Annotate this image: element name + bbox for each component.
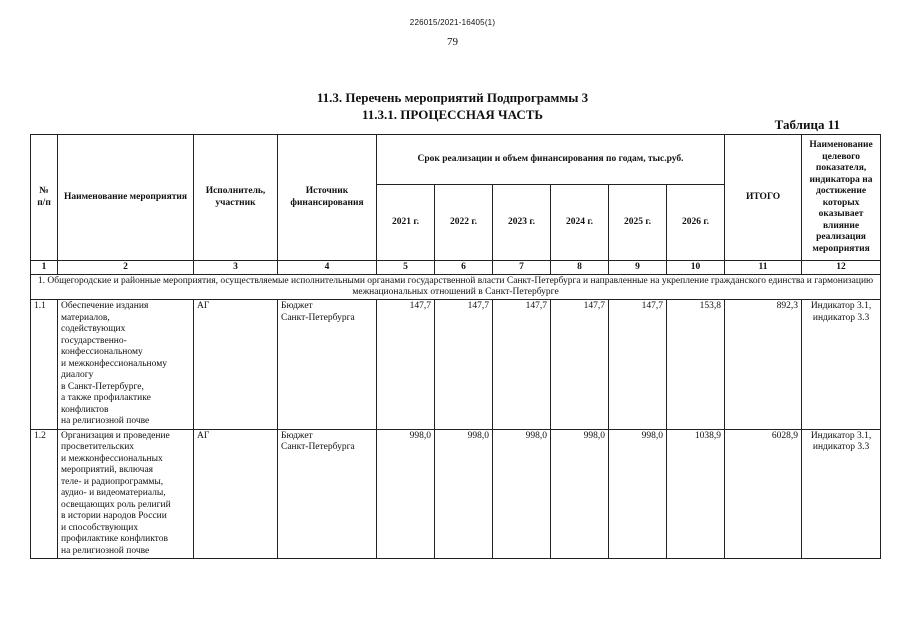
value-2026: 1038,9 bbox=[667, 429, 725, 559]
section-row bbox=[31, 275, 881, 300]
header-name: Наименование мероприятия bbox=[58, 135, 194, 261]
column-number: 12 bbox=[802, 261, 881, 275]
header-executor: Исполнитель, участник bbox=[194, 135, 278, 261]
table-row bbox=[31, 300, 881, 430]
column-number: 7 bbox=[493, 261, 551, 275]
section-heading: 1. Общегородские и районные мероприятия, осуществляемые исполнительными органами государственной власти Санкт-Петербурга и направленные на укрепление гражданского единства и гармонизацию межнациональных отношений в Санкт-Петербурге bbox=[31, 275, 881, 300]
column-number: 3 bbox=[194, 261, 278, 275]
document-id: 226015/2021-16405(1) bbox=[409, 18, 496, 27]
value-2025: 998,0 bbox=[609, 429, 667, 559]
total-value: 6028,9 bbox=[725, 429, 802, 559]
value-2023: 147,7 bbox=[493, 300, 551, 430]
section-title: 11.3. Перечень мероприятий Подпрограммы 3 bbox=[316, 90, 589, 105]
row-number: 1.2 bbox=[31, 429, 58, 559]
measure-name: Обеспечение издания материалов, содействующих государственно- конфессиональному и межконфессиональному диалогу в Санкт-Петербурге, а также профилактике конфликтов на религиозной почве bbox=[58, 300, 194, 430]
column-number: 9 bbox=[609, 261, 667, 275]
header-year-2021: 2021 г. bbox=[377, 185, 435, 261]
value-2025: 147,7 bbox=[609, 300, 667, 430]
measure-name: Организация и проведение просветительских и межконфессиональных мероприятий, включая теле- и радиопрограммы, аудио- и видеоматериалы, освещающих роль религий в истории народов России и способствующих профилактике конфликтов на религиозной почве bbox=[58, 429, 194, 559]
table-label: Таблица 11 bbox=[774, 117, 840, 132]
column-number: 2 bbox=[58, 261, 194, 275]
indicator-cell: Индикатор 3.1, индикатор 3.3 bbox=[802, 300, 881, 430]
value-2021: 998,0 bbox=[377, 429, 435, 559]
header-total: ИТОГО bbox=[725, 135, 802, 261]
header-year-2022: 2022 г. bbox=[435, 185, 493, 261]
header-year-2023: 2023 г. bbox=[493, 185, 551, 261]
value-2021: 147,7 bbox=[377, 300, 435, 430]
subsection-title: 11.3.1. ПРОЦЕССНАЯ ЧАСТЬ bbox=[361, 107, 543, 122]
executor-cell: АГ bbox=[194, 300, 278, 430]
column-number: 4 bbox=[278, 261, 377, 275]
column-number: 5 bbox=[377, 261, 435, 275]
value-2022: 998,0 bbox=[435, 429, 493, 559]
header-source: Источник финансирования bbox=[278, 135, 377, 261]
value-2023: 998,0 bbox=[493, 429, 551, 559]
column-number: 6 bbox=[435, 261, 493, 275]
value-2026: 153,8 bbox=[667, 300, 725, 430]
value-2024: 998,0 bbox=[551, 429, 609, 559]
column-number: 11 bbox=[725, 261, 802, 275]
header-year-2026: 2026 г. bbox=[667, 185, 725, 261]
executor-cell: АГ bbox=[194, 429, 278, 559]
column-number: 8 bbox=[551, 261, 609, 275]
header-year-2024: 2024 г. bbox=[551, 185, 609, 261]
header-year-2025: 2025 г. bbox=[609, 185, 667, 261]
table-row bbox=[31, 429, 881, 559]
row-number: 1.1 bbox=[31, 300, 58, 430]
indicator-cell: Индикатор 3.1, индикатор 3.3 bbox=[802, 429, 881, 559]
header-indicator: Наименование целевого показателя, индикатора на достижение которых оказывает влияние реализация мероприятия bbox=[802, 135, 881, 261]
funding-source: Бюджет Санкт-Петербурга bbox=[278, 300, 377, 430]
funding-source: Бюджет Санкт-Петербурга bbox=[278, 429, 377, 559]
header-num: № п/п bbox=[31, 135, 58, 261]
column-number-row bbox=[31, 261, 881, 275]
page-number: 79 bbox=[447, 36, 458, 48]
column-number: 1 bbox=[31, 261, 58, 275]
value-2024: 147,7 bbox=[551, 300, 609, 430]
value-2022: 147,7 bbox=[435, 300, 493, 430]
header-period: Срок реализации и объем финансирования по годам, тыс.руб. bbox=[377, 135, 725, 185]
measures-table bbox=[30, 134, 881, 559]
column-number: 10 bbox=[667, 261, 725, 275]
total-value: 892,3 bbox=[725, 300, 802, 430]
